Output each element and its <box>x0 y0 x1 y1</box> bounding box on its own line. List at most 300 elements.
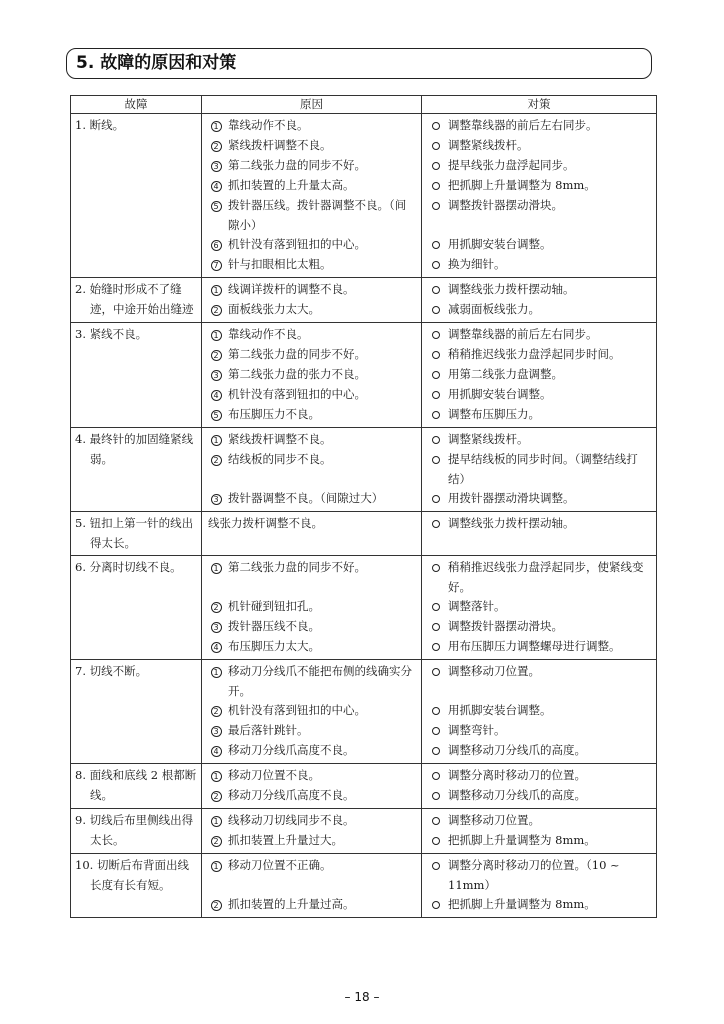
fix-text: 用抓脚安装台调整。 <box>448 387 552 401</box>
circled-number: 2 <box>211 836 222 847</box>
circle-bullet-icon <box>426 196 446 216</box>
cause-item <box>206 597 417 617</box>
circled-number: 2 <box>211 791 222 802</box>
fix-text: 用第二线张力盘调整。 <box>448 367 563 381</box>
cause-text: 第二线张力盘的同步不好。 <box>228 347 366 361</box>
circle-bullet-icon <box>426 156 446 176</box>
circle-bullet-shape <box>432 122 440 130</box>
circled-number: 1 <box>211 285 222 296</box>
circled-number: 3 <box>211 370 222 381</box>
cause-item <box>206 489 417 509</box>
cause-cell <box>202 512 422 556</box>
fault-cell <box>71 809 202 854</box>
fault-text: 2. 始缝时形成不了缝迹，中途开始出缝迹 <box>75 282 194 316</box>
cause-item <box>206 701 417 721</box>
table-header-row <box>71 96 657 114</box>
cause-number-marker <box>206 856 226 876</box>
circle-bullet-shape <box>432 668 440 676</box>
fault-cell <box>71 323 202 428</box>
cause-text: 线移动刀切线同步不良。 <box>228 813 355 827</box>
circle-bullet-shape <box>432 162 440 170</box>
table-row <box>71 512 657 556</box>
cause-text: 紧线拨杆调整不良。 <box>228 138 332 152</box>
circled-number: 4 <box>211 181 222 192</box>
circle-bullet-icon <box>426 280 446 300</box>
cause-item <box>206 558 417 597</box>
cause-text: 结线板的同步不良。 <box>228 452 332 466</box>
fix-item <box>426 831 652 851</box>
circle-bullet-shape <box>432 456 440 464</box>
circle-bullet-shape <box>432 564 440 572</box>
circle-bullet-shape <box>432 901 440 909</box>
circle-bullet-shape <box>432 792 440 800</box>
cause-text: 移动刀位置不良。 <box>228 768 320 782</box>
circled-number: 3 <box>211 622 222 633</box>
cause-item <box>206 895 417 915</box>
fix-cell <box>422 660 657 764</box>
circle-bullet-icon <box>426 325 446 345</box>
circle-bullet-shape <box>432 202 440 210</box>
cause-text: 第二线张力盘的同步不好。 <box>228 560 366 574</box>
fix-text: 调整靠线器的前后左右同步。 <box>448 118 598 132</box>
fix-text: 调整弯针。 <box>448 723 506 737</box>
circle-bullet-icon <box>426 365 446 385</box>
fix-item <box>426 405 652 425</box>
cause-text: 移动刀分线爪高度不良。 <box>228 743 355 757</box>
section-title: 5. 故障的原因和对策 <box>66 48 652 79</box>
circled-number: 4 <box>211 642 222 653</box>
cause-item <box>206 325 417 345</box>
fault-text: 4. 最终针的加固缝紧线弱。 <box>75 432 194 466</box>
cause-item <box>206 345 417 365</box>
fix-text: 减弱面板线张力。 <box>448 302 540 316</box>
page-number: – 18 – <box>344 990 380 1004</box>
circle-bullet-icon <box>426 662 446 682</box>
cause-item <box>206 136 417 156</box>
cause-text: 机针没有落到钮扣的中心。 <box>228 387 366 401</box>
circle-bullet-shape <box>432 623 440 631</box>
fault-cell <box>71 512 202 556</box>
fault-text: 6. 分离时切线不良。 <box>75 560 182 574</box>
fix-text: 把抓脚上升量调整为 8mm。 <box>448 897 596 911</box>
fix-item <box>426 558 652 597</box>
cause-text: 抓扣装置上升量过大。 <box>228 833 343 847</box>
fix-item <box>426 766 652 786</box>
fault-cell <box>71 428 202 512</box>
cause-cell <box>202 278 422 323</box>
cause-number-marker <box>206 597 226 617</box>
fix-text: 调整紧线拨杆。 <box>448 138 529 152</box>
fix-item <box>426 786 652 806</box>
cause-item <box>206 831 417 851</box>
circle-bullet-shape <box>432 371 440 379</box>
cause-number-marker <box>206 196 226 216</box>
cause-cell <box>202 556 422 660</box>
circle-bullet-icon <box>426 701 446 721</box>
circled-number: 1 <box>211 121 222 132</box>
cause-number-marker <box>206 280 226 300</box>
circle-bullet-icon <box>426 831 446 851</box>
fix-text: 调整移动刀位置。 <box>448 664 540 678</box>
fix-item <box>426 741 652 761</box>
circle-bullet-icon <box>426 741 446 761</box>
cause-number-marker <box>206 741 226 761</box>
circle-bullet-shape <box>432 495 440 503</box>
fix-text: 提早线张力盘浮起同步。 <box>448 158 575 172</box>
fix-item <box>426 385 652 405</box>
fault-text: 10. 切断后布背面出线长度有长有短。 <box>75 858 189 892</box>
fix-text: 把抓脚上升量调整为 8mm。 <box>448 178 596 192</box>
cause-text: 布压脚压力太大。 <box>228 639 320 653</box>
fix-item <box>426 617 652 637</box>
fix-item <box>426 235 652 255</box>
cause-text: 布压脚压力不良。 <box>228 407 320 421</box>
circle-bullet-icon <box>426 235 446 255</box>
cause-text: 机针没有落到钮扣的中心。 <box>228 703 366 717</box>
fix-item <box>426 156 652 176</box>
circle-bullet-icon <box>426 345 446 365</box>
table-row <box>71 278 657 323</box>
fix-item <box>426 280 652 300</box>
fault-text: 9. 切线后布里侧线出得太长。 <box>75 813 194 847</box>
cause-number-marker <box>206 136 226 156</box>
fix-text: 稍稍推迟线张力盘浮起同步，使紧线变好。 <box>448 560 644 594</box>
circled-number: 5 <box>211 201 222 212</box>
circle-bullet-icon <box>426 405 446 425</box>
table-row <box>71 660 657 764</box>
fix-item <box>426 116 652 136</box>
circle-bullet-shape <box>432 142 440 150</box>
fix-text: 调整靠线器的前后左右同步。 <box>448 327 598 341</box>
cause-item <box>206 430 417 450</box>
circle-bullet-shape <box>432 817 440 825</box>
cause-number-marker <box>206 255 226 275</box>
circled-number: 3 <box>211 161 222 172</box>
circle-bullet-icon <box>426 637 446 657</box>
circled-number: 2 <box>211 455 222 466</box>
cause-number-marker <box>206 617 226 637</box>
circle-bullet-shape <box>432 436 440 444</box>
fix-item <box>426 365 652 385</box>
fix-item <box>426 701 652 721</box>
cause-cell <box>202 323 422 428</box>
fix-cell <box>422 428 657 512</box>
circled-number: 1 <box>211 667 222 678</box>
fix-item <box>426 811 652 831</box>
cause-text: 第二线张力盘的同步不好。 <box>228 158 366 172</box>
fix-cell <box>422 512 657 556</box>
fault-text: 3. 紧线不良。 <box>75 327 148 341</box>
circle-bullet-icon <box>426 786 446 806</box>
fix-item <box>426 430 652 450</box>
fix-text: 调整移动刀位置。 <box>448 813 540 827</box>
cause-text: 抓扣装置的上升量过高。 <box>228 897 355 911</box>
cause-number-marker <box>206 831 226 851</box>
circle-bullet-shape <box>432 241 440 249</box>
fix-item <box>426 136 652 156</box>
cause-text: 移动刀位置不正确。 <box>228 858 332 872</box>
cause-number-marker <box>206 786 226 806</box>
fix-text: 调整移动刀分线爪的高度。 <box>448 788 586 802</box>
cause-item <box>206 856 417 895</box>
fix-item <box>426 514 652 534</box>
fix-text: 换为细针。 <box>448 257 506 271</box>
cause-number-marker <box>206 811 226 831</box>
fix-item <box>426 489 652 509</box>
troubleshooting-table <box>70 95 657 918</box>
cause-item <box>206 365 417 385</box>
fix-item <box>426 856 652 895</box>
cause-number-marker <box>206 325 226 345</box>
cause-text: 面板线张力太大。 <box>228 302 320 316</box>
fix-item <box>426 662 652 701</box>
header-cause: 原因 <box>202 96 422 114</box>
circled-number: 4 <box>211 390 222 401</box>
cause-item <box>206 196 417 235</box>
circle-bullet-shape <box>432 727 440 735</box>
fix-text: 稍稍推迟线张力盘浮起同步时间。 <box>448 347 621 361</box>
circle-bullet-shape <box>432 603 440 611</box>
fix-text: 用抓脚安装台调整。 <box>448 703 552 717</box>
fix-text: 调整拨针器摆动滑块。 <box>448 619 563 633</box>
circle-bullet-icon <box>426 300 446 320</box>
table-row <box>71 428 657 512</box>
fix-text: 调整拨针器摆动滑块。 <box>448 198 563 212</box>
cause-item <box>206 255 417 275</box>
circle-bullet-icon <box>426 558 446 578</box>
circle-bullet-shape <box>432 261 440 269</box>
fix-cell <box>422 278 657 323</box>
circled-number: 1 <box>211 330 222 341</box>
fix-item <box>426 300 652 320</box>
circle-bullet-shape <box>432 643 440 651</box>
circle-bullet-shape <box>432 286 440 294</box>
cause-item <box>206 235 417 255</box>
circle-bullet-icon <box>426 766 446 786</box>
fix-cell <box>422 809 657 854</box>
fix-text: 调整移动刀分线爪的高度。 <box>448 743 586 757</box>
circle-bullet-icon <box>426 489 446 509</box>
circled-number: 2 <box>211 900 222 911</box>
cause-text: 靠线动作不良。 <box>228 327 309 341</box>
circled-number: 4 <box>211 746 222 757</box>
cause-item <box>206 450 417 489</box>
cause-number-marker <box>206 662 226 682</box>
circled-number: 6 <box>211 240 222 251</box>
circle-bullet-shape <box>432 306 440 314</box>
cause-number-marker <box>206 176 226 196</box>
cause-cell <box>202 764 422 809</box>
fix-item <box>426 450 652 489</box>
cause-text: 机针没有落到钮扣的中心。 <box>228 237 366 251</box>
circle-bullet-icon <box>426 116 446 136</box>
circle-bullet-icon <box>426 255 446 275</box>
fix-cell <box>422 764 657 809</box>
cause-text: 移动刀分线爪不能把布侧的线确实分开。 <box>228 664 412 698</box>
fault-text: 1. 断线。 <box>75 118 125 132</box>
cause-item <box>206 514 417 534</box>
fix-text: 调整落针。 <box>448 599 506 613</box>
cause-text: 紧线拨杆调整不良。 <box>228 432 332 446</box>
circle-bullet-shape <box>432 520 440 528</box>
fix-text: 调整紧线拨杆。 <box>448 432 529 446</box>
cause-number-marker <box>206 450 226 470</box>
circle-bullet-shape <box>432 351 440 359</box>
fix-text: 调整分离时移动刀的位置。（10 ~ 11mm） <box>448 858 620 892</box>
cause-number-marker <box>206 405 226 425</box>
cause-text: 靠线动作不良。 <box>228 118 309 132</box>
table-row <box>71 809 657 854</box>
cause-number-marker <box>206 558 226 578</box>
cause-text: 线调详拨杆的调整不良。 <box>228 282 355 296</box>
circled-number: 1 <box>211 435 222 446</box>
fault-text: 7. 切线不断。 <box>75 664 148 678</box>
cause-cell <box>202 809 422 854</box>
circled-number: 1 <box>211 563 222 574</box>
circle-bullet-shape <box>432 411 440 419</box>
cause-number-marker <box>206 637 226 657</box>
table-row <box>71 854 657 918</box>
cause-number-marker <box>206 156 226 176</box>
circle-bullet-shape <box>432 862 440 870</box>
circle-bullet-shape <box>432 747 440 755</box>
table-row <box>71 114 657 278</box>
cause-number-marker <box>206 235 226 255</box>
fix-text: 调整布压脚压力。 <box>448 407 540 421</box>
cause-number-marker <box>206 345 226 365</box>
cause-item <box>206 721 417 741</box>
fix-item <box>426 345 652 365</box>
fault-cell <box>71 660 202 764</box>
circled-number: 7 <box>211 260 222 271</box>
fix-cell <box>422 323 657 428</box>
fix-text: 提早结线板的同步时间。（调整结线打结） <box>448 452 638 486</box>
circle-bullet-icon <box>426 721 446 741</box>
circled-number: 2 <box>211 706 222 717</box>
circle-bullet-icon <box>426 597 446 617</box>
cause-text: 针与扣眼相比太粗。 <box>228 257 332 271</box>
cause-number-marker <box>206 489 226 509</box>
table-row <box>71 764 657 809</box>
fault-cell <box>71 764 202 809</box>
circle-bullet-icon <box>426 856 446 876</box>
cause-number-marker <box>206 766 226 786</box>
cause-cell <box>202 428 422 512</box>
cause-number-marker <box>206 701 226 721</box>
circle-bullet-icon <box>426 136 446 156</box>
circle-bullet-icon <box>426 450 446 470</box>
fix-text: 调整线张力拨杆摆动轴。 <box>448 282 575 296</box>
cause-text: 线张力拨杆调整不良。 <box>208 516 323 530</box>
fix-item <box>426 637 652 657</box>
circle-bullet-shape <box>432 182 440 190</box>
cause-number-marker <box>206 116 226 136</box>
fix-item <box>426 895 652 915</box>
cause-item <box>206 617 417 637</box>
fix-cell <box>422 114 657 278</box>
cause-number-marker <box>206 300 226 320</box>
circle-bullet-shape <box>432 331 440 339</box>
fix-text: 用布压脚压力调整螺母进行调整。 <box>448 639 621 653</box>
cause-text: 拨针器压线不良。 <box>228 619 320 633</box>
fault-text: 5. 钮扣上第一针的线出得太长。 <box>75 516 194 550</box>
fix-cell <box>422 854 657 918</box>
circled-number: 1 <box>211 816 222 827</box>
fix-text: 调整分离时移动刀的位置。 <box>448 768 586 782</box>
circled-number: 2 <box>211 602 222 613</box>
cause-item <box>206 300 417 320</box>
cause-item <box>206 156 417 176</box>
header-fault: 故障 <box>71 96 202 114</box>
circled-number: 3 <box>211 726 222 737</box>
circle-bullet-icon <box>426 811 446 831</box>
fix-item <box>426 196 652 235</box>
circled-number: 2 <box>211 141 222 152</box>
table-row <box>71 556 657 660</box>
circled-number: 1 <box>211 861 222 872</box>
circle-bullet-icon <box>426 617 446 637</box>
cause-number-marker <box>206 365 226 385</box>
fix-item <box>426 721 652 741</box>
circle-bullet-shape <box>432 772 440 780</box>
fix-text: 调整线张力拨杆摆动轴。 <box>448 516 575 530</box>
cause-item <box>206 116 417 136</box>
cause-text: 拨针器压线。拨针器调整不良。（间隙小） <box>228 198 407 232</box>
fix-text: 用抓脚安装台调整。 <box>448 237 552 251</box>
cause-item <box>206 811 417 831</box>
fix-item <box>426 597 652 617</box>
fix-item <box>426 325 652 345</box>
cause-number-marker <box>206 895 226 915</box>
circle-bullet-shape <box>432 391 440 399</box>
circle-bullet-shape <box>432 837 440 845</box>
circled-number: 5 <box>211 410 222 421</box>
circle-bullet-icon <box>426 385 446 405</box>
header-fix: 对策 <box>422 96 657 114</box>
cause-number-marker <box>206 385 226 405</box>
fix-item <box>426 255 652 275</box>
cause-item <box>206 662 417 701</box>
cause-cell <box>202 854 422 918</box>
circle-bullet-icon <box>426 895 446 915</box>
cause-item <box>206 741 417 761</box>
cause-text: 最后落针跳针。 <box>228 723 309 737</box>
circled-number: 2 <box>211 350 222 361</box>
fix-item <box>426 176 652 196</box>
cause-text: 拨针器调整不良。（间隙过大） <box>228 491 384 505</box>
circle-bullet-icon <box>426 514 446 534</box>
circle-bullet-icon <box>426 430 446 450</box>
circle-bullet-shape <box>432 707 440 715</box>
cause-cell <box>202 114 422 278</box>
circle-bullet-icon <box>426 176 446 196</box>
circled-number: 2 <box>211 305 222 316</box>
fix-text: 把抓脚上升量调整为 8mm。 <box>448 833 596 847</box>
fault-cell <box>71 854 202 918</box>
fault-cell <box>71 114 202 278</box>
table-row <box>71 323 657 428</box>
table-body <box>71 114 657 918</box>
fault-text: 8. 面线和底线 2 根都断线。 <box>75 768 197 802</box>
cause-item <box>206 385 417 405</box>
fix-cell <box>422 556 657 660</box>
cause-item <box>206 176 417 196</box>
cause-item <box>206 766 417 786</box>
fault-cell <box>71 278 202 323</box>
cause-text: 第二线张力盘的张力不良。 <box>228 367 366 381</box>
cause-text: 机针碰到钮扣孔。 <box>228 599 320 613</box>
cause-item <box>206 786 417 806</box>
